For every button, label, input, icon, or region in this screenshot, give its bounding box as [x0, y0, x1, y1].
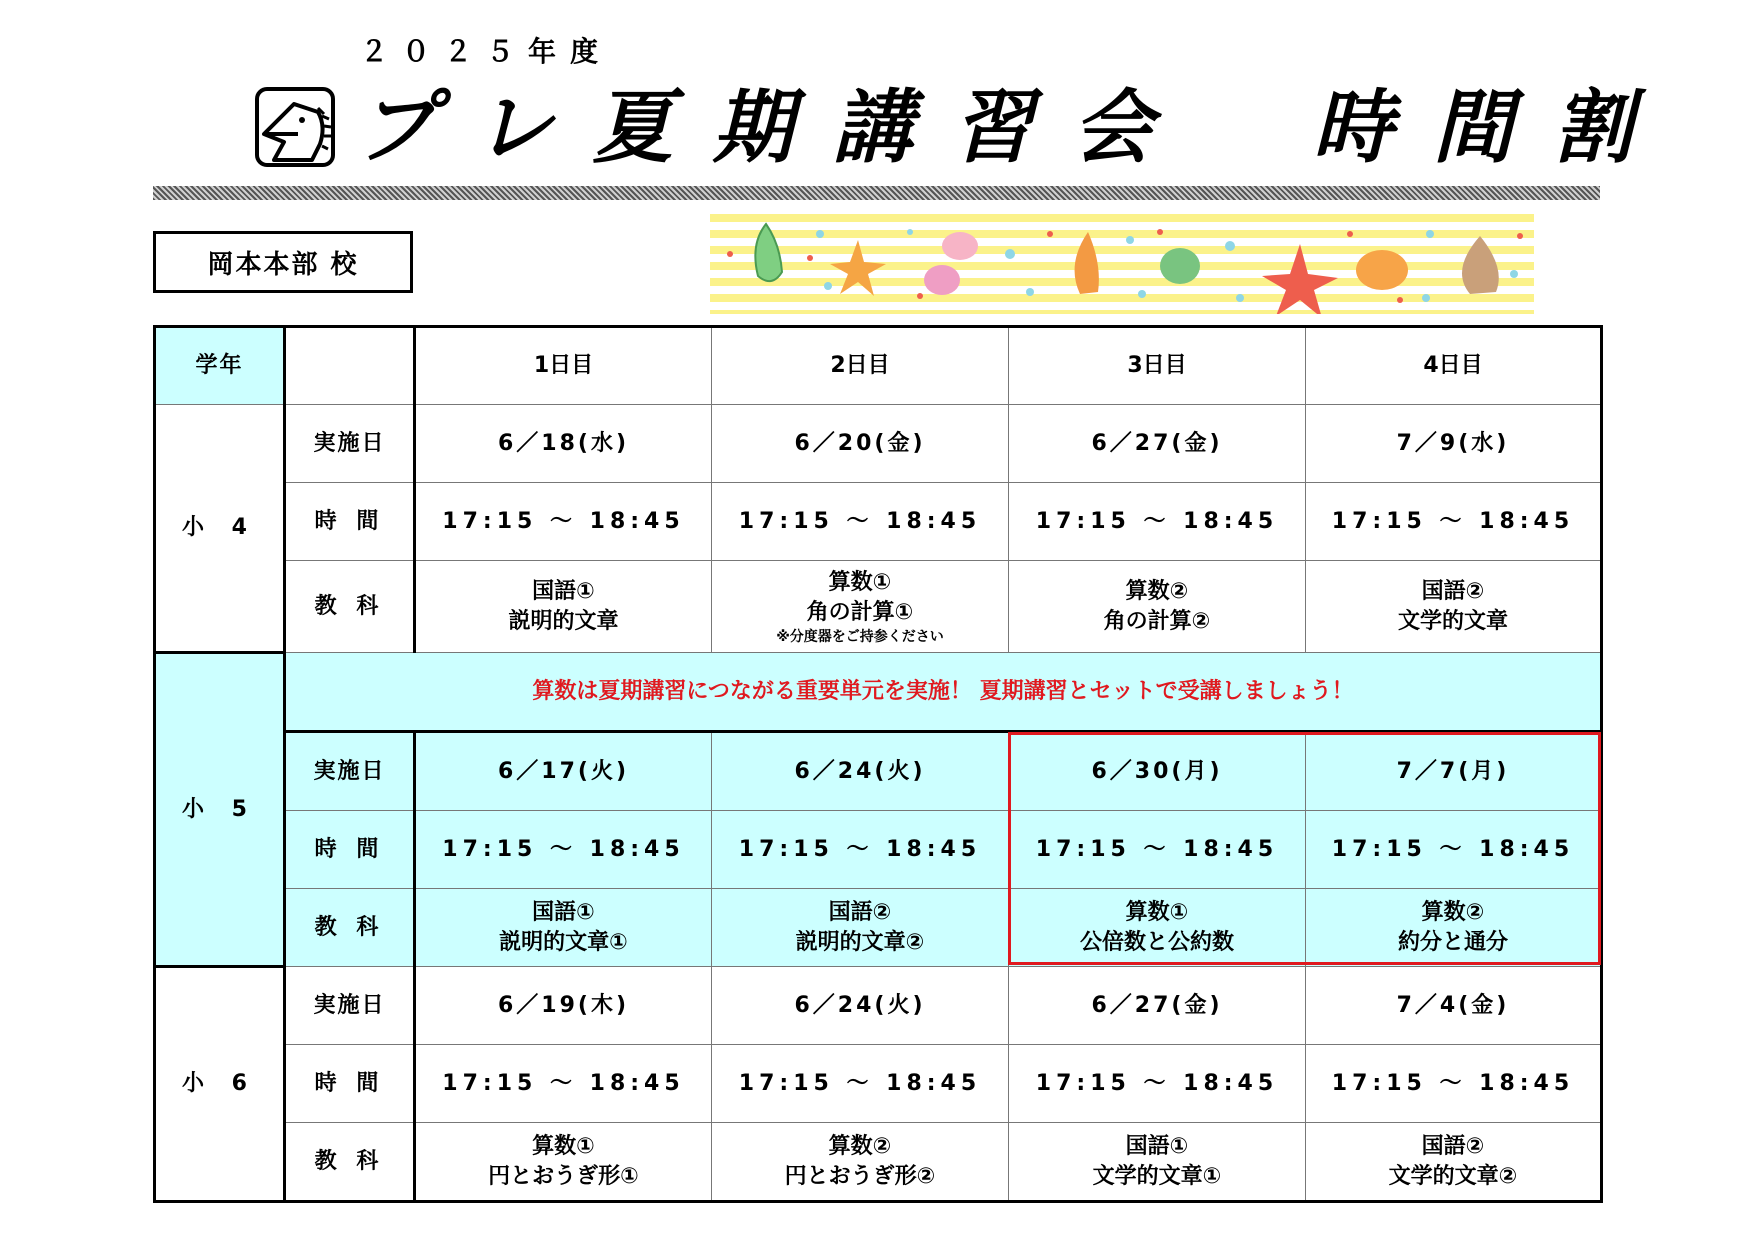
row-label-subject: 教 科: [285, 1123, 415, 1202]
notice-text: 算数は夏期講習につながる重要単元を実施！ 夏期講習とセットで受講しましょう！: [285, 653, 1602, 732]
date-cell: 6／18(水): [415, 405, 712, 483]
subject-cell: [1306, 561, 1602, 653]
subject-cell: [1306, 889, 1602, 967]
subject-name: 国語①: [532, 899, 595, 925]
subject-name: 算数①: [532, 1133, 595, 1159]
label-header: [285, 327, 415, 405]
row-label-subject: 教 科: [285, 889, 415, 967]
day-header: 3日目: [1009, 327, 1306, 405]
subject-name: 算数②: [828, 1133, 892, 1159]
time-cell: 17:15 ～ 18:45: [1306, 483, 1602, 561]
subject-name: 国語②: [1421, 1133, 1485, 1159]
subject-cell: [1009, 1123, 1306, 1202]
subject-name: 国語②: [828, 899, 892, 925]
time-cell: 17:15 ～ 18:45: [415, 811, 712, 889]
date-cell: 7／4(金): [1306, 967, 1602, 1045]
table-row: [155, 405, 1602, 483]
subject-topic: 約分と通分: [1397, 929, 1508, 955]
subject-cell: [1009, 889, 1306, 967]
subject-topic: 文学的文章: [1397, 608, 1508, 634]
date-cell: 7／9(水): [1306, 405, 1602, 483]
subject-cell: [1306, 1123, 1602, 1202]
time-cell: 17:15 ～ 18:45: [712, 1045, 1009, 1123]
row-label-time: 時 間: [285, 811, 415, 889]
date-cell: 6／24(火): [712, 732, 1009, 811]
table-row: [155, 889, 1602, 967]
subject-cell: [415, 889, 712, 967]
date-cell: 6／27(金): [1009, 967, 1306, 1045]
divider: [153, 186, 1600, 200]
row-label-subject: 教 科: [285, 561, 415, 653]
subject-name: 算数①: [1125, 899, 1189, 925]
time-cell: 17:15 ～ 18:45: [1306, 1045, 1602, 1123]
date-cell: 6／30(月): [1009, 732, 1306, 811]
subject-name: 国語①: [1125, 1133, 1189, 1159]
day-header: 1日目: [415, 327, 712, 405]
subject-note: ※分度器をご持参ください: [776, 628, 944, 645]
row-label-date: 実施日: [285, 967, 415, 1045]
table-row: [155, 561, 1602, 653]
subject-cell: [415, 561, 712, 653]
subject-topic: 円とおうぎ形①: [488, 1163, 639, 1189]
time-cell: 17:15 ～ 18:45: [415, 483, 712, 561]
grade-cell: 小 4: [155, 405, 285, 653]
subject-name: 国語①: [532, 578, 595, 604]
subject-topic: 円とおうぎ形②: [784, 1163, 936, 1189]
subject-cell: [712, 561, 1009, 653]
time-cell: 17:15 ～ 18:45: [1009, 1045, 1306, 1123]
row-label-date: 実施日: [285, 732, 415, 811]
table-row: [155, 967, 1602, 1045]
header-row: [155, 327, 1602, 405]
time-cell: 17:15 ～ 18:45: [712, 483, 1009, 561]
table-row: [155, 1045, 1602, 1123]
time-cell: 17:15 ～ 18:45: [1009, 811, 1306, 889]
row-label-time: 時 間: [285, 1045, 415, 1123]
table-row: [155, 732, 1602, 811]
day-header: 2日目: [712, 327, 1009, 405]
grade-cell: 小 5: [155, 653, 285, 967]
table-row: [155, 1123, 1602, 1202]
grade-cell: 小 6: [155, 967, 285, 1202]
row-label-date: 実施日: [285, 405, 415, 483]
subject-topic: 角の計算②: [1103, 608, 1211, 634]
subject-topic: 説明的文章: [508, 608, 619, 634]
time-cell: 17:15 ～ 18:45: [712, 811, 1009, 889]
subject-cell: [415, 1123, 712, 1202]
date-cell: 7／7(月): [1306, 732, 1602, 811]
subject-name: 算数①: [828, 569, 892, 595]
table-row: [155, 811, 1602, 889]
year-label: ２０２５年度: [360, 35, 613, 68]
subject-cell: [712, 1123, 1009, 1202]
grade-header: 学年: [155, 327, 285, 405]
subject-topic: 文学的文章②: [1388, 1163, 1518, 1189]
day-header: 4日目: [1306, 327, 1602, 405]
table-row: [155, 483, 1602, 561]
campus-label: 岡本本部 校: [153, 231, 413, 293]
date-cell: 6／20(金): [712, 405, 1009, 483]
subject-cell: [712, 889, 1009, 967]
subject-topic: 公倍数と公約数: [1079, 929, 1234, 955]
row-label-time: 時 間: [285, 483, 415, 561]
time-cell: 17:15 ～ 18:45: [1009, 483, 1306, 561]
subject-name: 算数②: [1125, 578, 1189, 604]
page-title: プレ夏期講習会 時間割: [356, 81, 1673, 174]
date-cell: 6／27(金): [1009, 405, 1306, 483]
subject-topic: 説明的文章②: [795, 929, 925, 955]
subject-name: 国語②: [1421, 578, 1485, 604]
date-cell: 6／17(火): [415, 732, 712, 811]
time-cell: 17:15 ～ 18:45: [1306, 811, 1602, 889]
date-cell: 6／19(木): [415, 967, 712, 1045]
subject-topic: 説明的文章①: [499, 929, 628, 955]
date-cell: 6／24(火): [712, 967, 1009, 1045]
notice-row: [155, 653, 1602, 732]
time-cell: 17:15 ～ 18:45: [415, 1045, 712, 1123]
seashell-banner-image: [710, 214, 1534, 314]
school-logo-icon: [254, 86, 336, 168]
subject-topic: 文学的文章①: [1092, 1163, 1222, 1189]
timetable: [153, 325, 1603, 1203]
subject-name: 算数②: [1421, 899, 1485, 925]
subject-topic: 角の計算①: [806, 599, 914, 625]
subject-cell: [1009, 561, 1306, 653]
